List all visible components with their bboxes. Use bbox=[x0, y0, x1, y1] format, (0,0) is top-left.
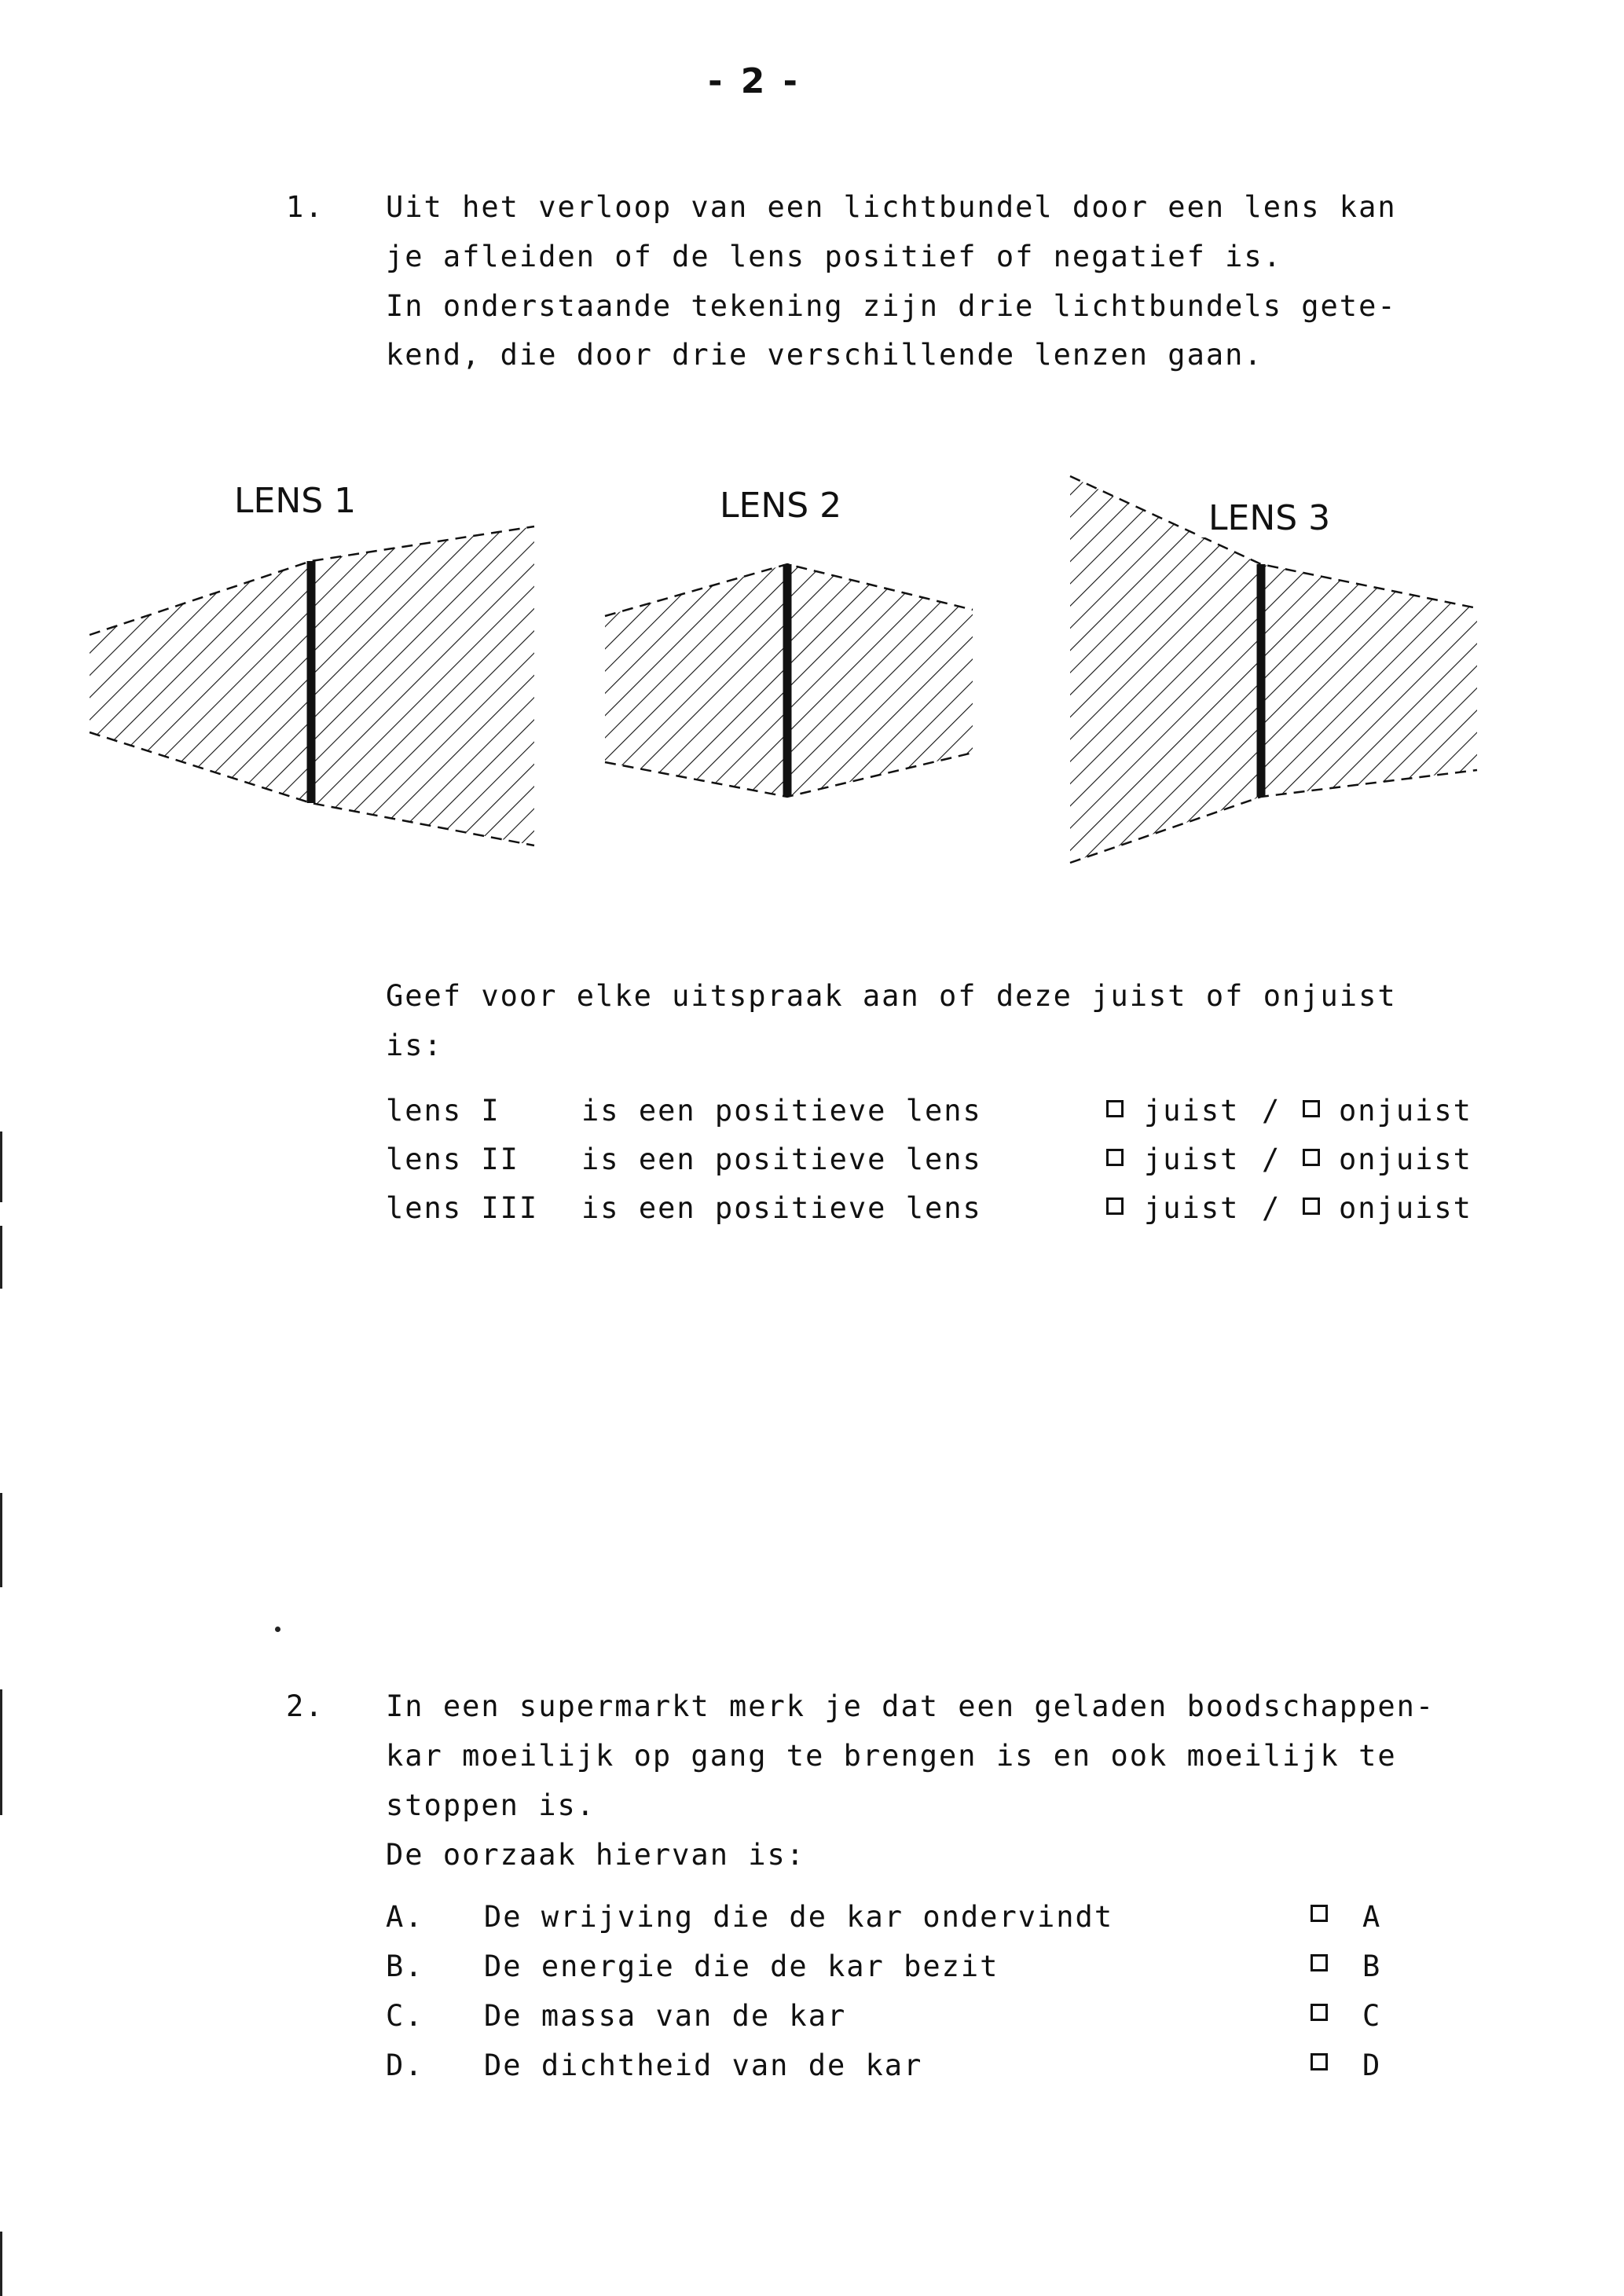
question-1-intro-line: In onderstaande tekening zijn drie lichtbundels gete- bbox=[386, 289, 1397, 323]
lens-2-diagram bbox=[605, 486, 973, 797]
statement-lens: lens II bbox=[386, 1142, 519, 1176]
option-text: De energie die de kar bezit bbox=[484, 1949, 999, 1983]
checkbox-onjuist[interactable] bbox=[1303, 1100, 1320, 1117]
option-letter: D. bbox=[386, 2048, 424, 2082]
scan-edge-mark bbox=[0, 1226, 2, 1289]
question-1-prompt-line: is: bbox=[386, 1029, 443, 1062]
question-1-intro-line: kend, die door drie verschillende lenzen gaan. bbox=[386, 338, 1263, 372]
checkbox-option-c[interactable] bbox=[1311, 2004, 1328, 2021]
statement-lens: lens I bbox=[386, 1094, 500, 1128]
option-separator: / bbox=[1262, 1191, 1281, 1225]
checkbox-juist[interactable] bbox=[1106, 1198, 1124, 1215]
option-text: De dichtheid van de kar bbox=[484, 2048, 923, 2082]
question-1-intro-line: Uit het verloop van een lichtbundel door een lens kan bbox=[386, 190, 1397, 224]
option-text: De massa van de kar bbox=[484, 1999, 847, 2033]
option-juist-label: juist bbox=[1144, 1191, 1240, 1225]
lens-1-diagram bbox=[90, 481, 534, 845]
checkbox-juist[interactable] bbox=[1106, 1149, 1124, 1166]
option-juist-label: juist bbox=[1144, 1094, 1240, 1128]
option-separator: / bbox=[1262, 1094, 1281, 1128]
option-box-label: D bbox=[1362, 2048, 1382, 2082]
question-1-intro-line: je afleiden of de lens positief of negatief is. bbox=[386, 240, 1282, 273]
option-text: De wrijving die de kar ondervindt bbox=[484, 1900, 1114, 1934]
checkbox-juist[interactable] bbox=[1106, 1100, 1124, 1117]
statement-text: is een positieve lens bbox=[581, 1191, 982, 1225]
scan-dot bbox=[275, 1627, 280, 1632]
checkbox-onjuist[interactable] bbox=[1303, 1198, 1320, 1215]
statement-lens: lens III bbox=[386, 1191, 539, 1225]
scan-edge-mark bbox=[0, 1131, 2, 1202]
question-2-intro-line: stoppen is. bbox=[386, 1788, 596, 1822]
question-1-prompt-line: Geef voor elke uitspraak aan of deze juist of onjuist bbox=[386, 979, 1397, 1013]
scan-edge-mark bbox=[0, 1493, 2, 1587]
option-onjuist-label: onjuist bbox=[1339, 1094, 1472, 1128]
checkbox-option-a[interactable] bbox=[1311, 1905, 1328, 1922]
option-letter: C. bbox=[386, 1999, 424, 2033]
checkbox-option-d[interactable] bbox=[1311, 2053, 1328, 2070]
option-letter: B. bbox=[386, 1949, 424, 1983]
checkbox-onjuist[interactable] bbox=[1303, 1149, 1320, 1166]
lens-3-label: LENS 3 bbox=[1208, 498, 1331, 538]
question-1-number: 1. bbox=[286, 190, 324, 224]
page-number: - 2 - bbox=[708, 61, 801, 101]
question-2-number: 2. bbox=[286, 1689, 324, 1723]
question-2-intro-line: In een supermarkt merk je dat een geladen boodschappen- bbox=[386, 1689, 1435, 1723]
option-box-label: B bbox=[1362, 1949, 1382, 1983]
option-separator: / bbox=[1262, 1142, 1281, 1176]
option-letter: A. bbox=[386, 1900, 424, 1934]
checkbox-option-b[interactable] bbox=[1311, 1954, 1328, 1971]
lens-2-label: LENS 2 bbox=[720, 486, 842, 526]
lens-figure bbox=[79, 464, 1493, 888]
option-onjuist-label: onjuist bbox=[1339, 1142, 1472, 1176]
lens-3-diagram bbox=[1070, 476, 1477, 863]
lens-1-label: LENS 1 bbox=[234, 481, 357, 521]
option-box-label: C bbox=[1362, 1999, 1382, 2033]
statement-text: is een positieve lens bbox=[581, 1142, 982, 1176]
scan-edge-mark bbox=[0, 1689, 2, 1815]
scan-edge-mark bbox=[0, 2232, 2, 2296]
option-onjuist-label: onjuist bbox=[1339, 1191, 1472, 1225]
option-juist-label: juist bbox=[1144, 1142, 1240, 1176]
statement-text: is een positieve lens bbox=[581, 1094, 982, 1128]
question-2-intro-line: kar moeilijk op gang te brengen is en ook moeilijk te bbox=[386, 1739, 1397, 1773]
question-2-intro-line: De oorzaak hiervan is: bbox=[386, 1838, 806, 1872]
option-box-label: A bbox=[1362, 1900, 1382, 1934]
